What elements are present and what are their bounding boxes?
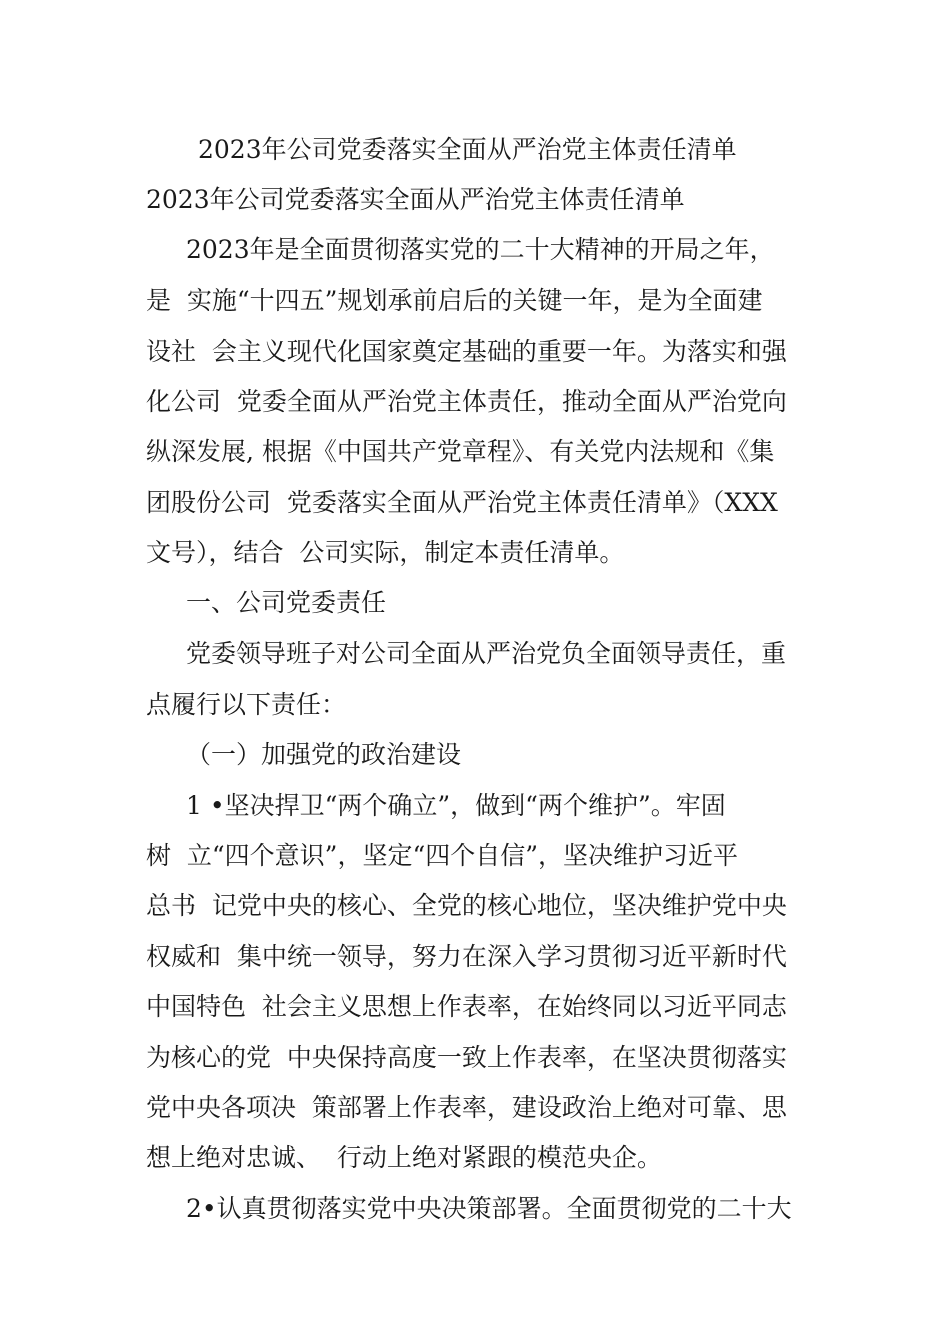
item-1-line-5: 中国特色 社会主义思想上作表率，在始终同以习近平同志 (146, 992, 787, 1021)
section-heading: 一、公司党委责任 (186, 588, 387, 617)
item-1-line-1: 1 •坚决捍卫“两个确立”，做到“两个维护”。牢固 (186, 791, 726, 820)
document-subtitle: 2023年公司党委落实全面从严治党主体责任清单 (146, 185, 685, 214)
item-1-line-2: 树 立“四个意识”，坚定“四个自信”，坚决维护习近平 (146, 841, 739, 870)
item-1-line-6: 为核心的党 中央保持高度一致上作表率，在坚决贯彻落实 (146, 1043, 787, 1072)
paragraph-line-6: 团股份公司 党委落实全面从严治党主体责任清单》（XXX (146, 488, 778, 517)
paragraph-line-1: 2023年是全面贯彻落实党的二十大精神的开局之年， (186, 235, 775, 264)
paragraph-line-5: 纵深发展, 根据《中国共产党章程》、有关党内法规和《集 (146, 437, 775, 466)
subsection-heading: （一）加强党的政治建设 (186, 740, 462, 769)
paragraph-line-7: 文号），结合 公司实际，制定本责任清单。 (146, 538, 625, 567)
paragraph-line-10: 点履行以下责任： (146, 690, 347, 719)
item-1-line-3: 总书 记党中央的核心、全党的核心地位，坚决维护党中央 (146, 891, 787, 920)
document-title: 2023年公司党委落实全面从严治党主体责任清单 (198, 135, 737, 164)
paragraph-line-2: 是 实施“十四五”规划承前启后的关键一年，是为全面建 (146, 286, 763, 315)
item-1-line-4: 权威和 集中统一领导，努力在深入学习贯彻习近平新时代 (146, 942, 787, 971)
item-2-line-1: 2•认真贯彻落实党中央决策部署。全面贯彻党的二十大 (186, 1194, 792, 1223)
paragraph-line-4: 化公司 党委全面从严治党主体责任，推动全面从严治党向 (146, 387, 787, 416)
item-1-line-7: 党中央各项决 策部署上作表率，建设政治上绝对可靠、思 (146, 1093, 787, 1122)
item-1-line-8: 想上绝对忠诚、 行动上绝对紧跟的模范央企。 (146, 1143, 662, 1172)
paragraph-line-3: 设社 会主义现代化国家奠定基础的重要一年。为落实和强 (146, 337, 787, 366)
paragraph-line-9: 党委领导班子对公司全面从严治党负全面领导责任，重 (186, 639, 787, 668)
